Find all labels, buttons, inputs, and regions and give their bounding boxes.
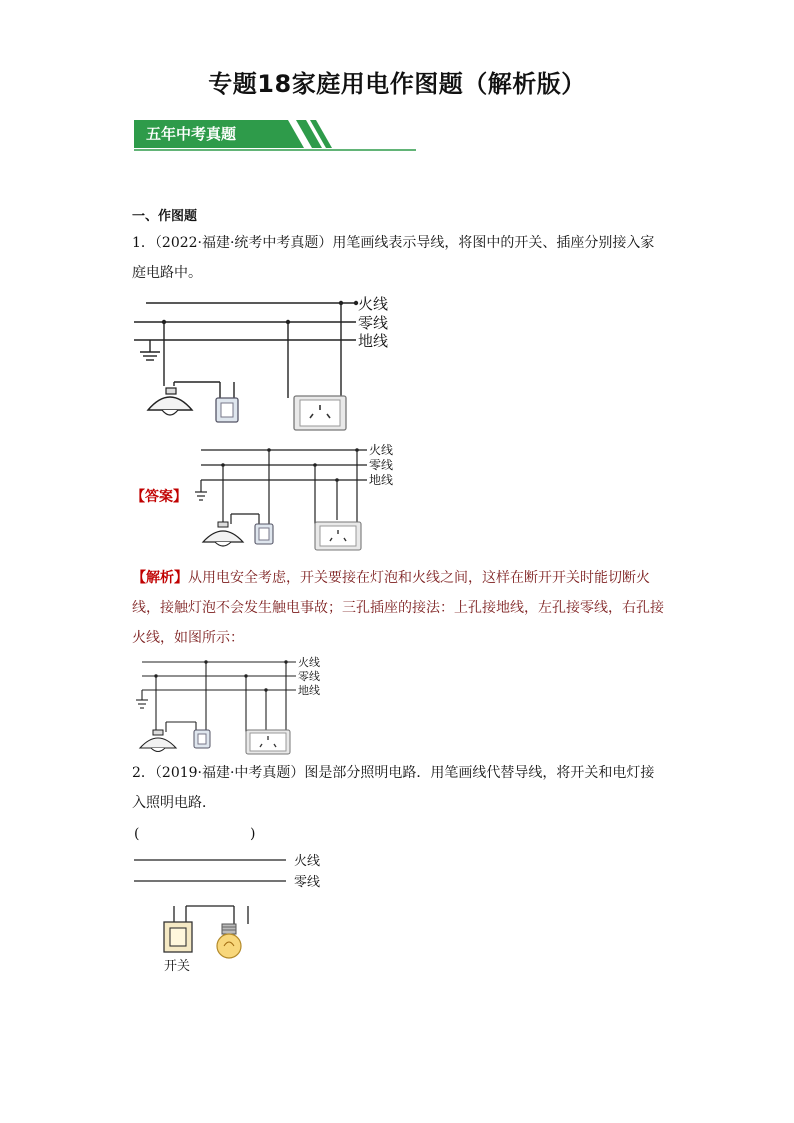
question-1-circuit (130, 292, 400, 432)
banner-label: 五年中考真题 (146, 125, 237, 143)
wire-label-live: 火线 (298, 656, 320, 669)
section-heading: 一、作图题 (132, 209, 198, 224)
question-2-circuit (134, 850, 344, 980)
lamp-icon (148, 388, 192, 415)
question-1-text: 1．（2022·福建·统考中考真题）用笔画线表示导线，将图中的开关、插座分别接入家庭电路中。 (132, 235, 655, 281)
lamp-icon (203, 522, 243, 546)
analysis-circuit (134, 654, 334, 754)
switch-icon (194, 730, 210, 748)
answer-circuit (195, 442, 415, 552)
answer-label: 【答案】 (131, 489, 187, 505)
analysis-paragraph (132, 563, 664, 653)
wire-label-neutral: 零线 (358, 314, 389, 332)
wire-label-live: 火线 (358, 295, 389, 313)
wire-label-live: 火线 (369, 443, 394, 457)
wire-label-live: 火线 (294, 854, 321, 869)
wire-label-ground: 地线 (369, 473, 394, 487)
switch-icon (216, 398, 238, 422)
wire-label-ground: 地线 (358, 332, 389, 350)
socket-icon (294, 396, 346, 430)
wire-label-neutral: 零线 (294, 875, 321, 890)
question-2-text: 2．（2019·福建·中考真题）图是部分照明电路．用笔画线代替导线，将开关和电灯接入照明电路． (132, 765, 655, 811)
switch-icon (164, 922, 192, 952)
socket-icon (246, 730, 290, 754)
analysis-tag: 【解析】 (132, 570, 188, 586)
lamp-icon (140, 730, 176, 752)
answer-blank-open: ( (134, 826, 140, 842)
wire-label-ground: 地线 (298, 684, 320, 697)
analysis-text: 从用电安全考虑，开关要接在灯泡和火线之间，这样在断开开关时能切断火线，接触灯泡不会发生触电事故；三孔插座的接法：上孔接地线，左孔接零线，右孔接火线，如图所示： (132, 570, 664, 646)
light-bulb-icon (217, 924, 241, 958)
switch-label: 开关 (164, 959, 191, 974)
switch-icon (255, 524, 273, 544)
wire-label-neutral: 零线 (369, 458, 394, 472)
page-title: 专题18家庭用电作图题（解析版） (208, 70, 586, 98)
socket-icon (315, 522, 361, 550)
answer-blank-close: ) (250, 826, 256, 842)
wire-label-neutral: 零线 (298, 670, 320, 683)
